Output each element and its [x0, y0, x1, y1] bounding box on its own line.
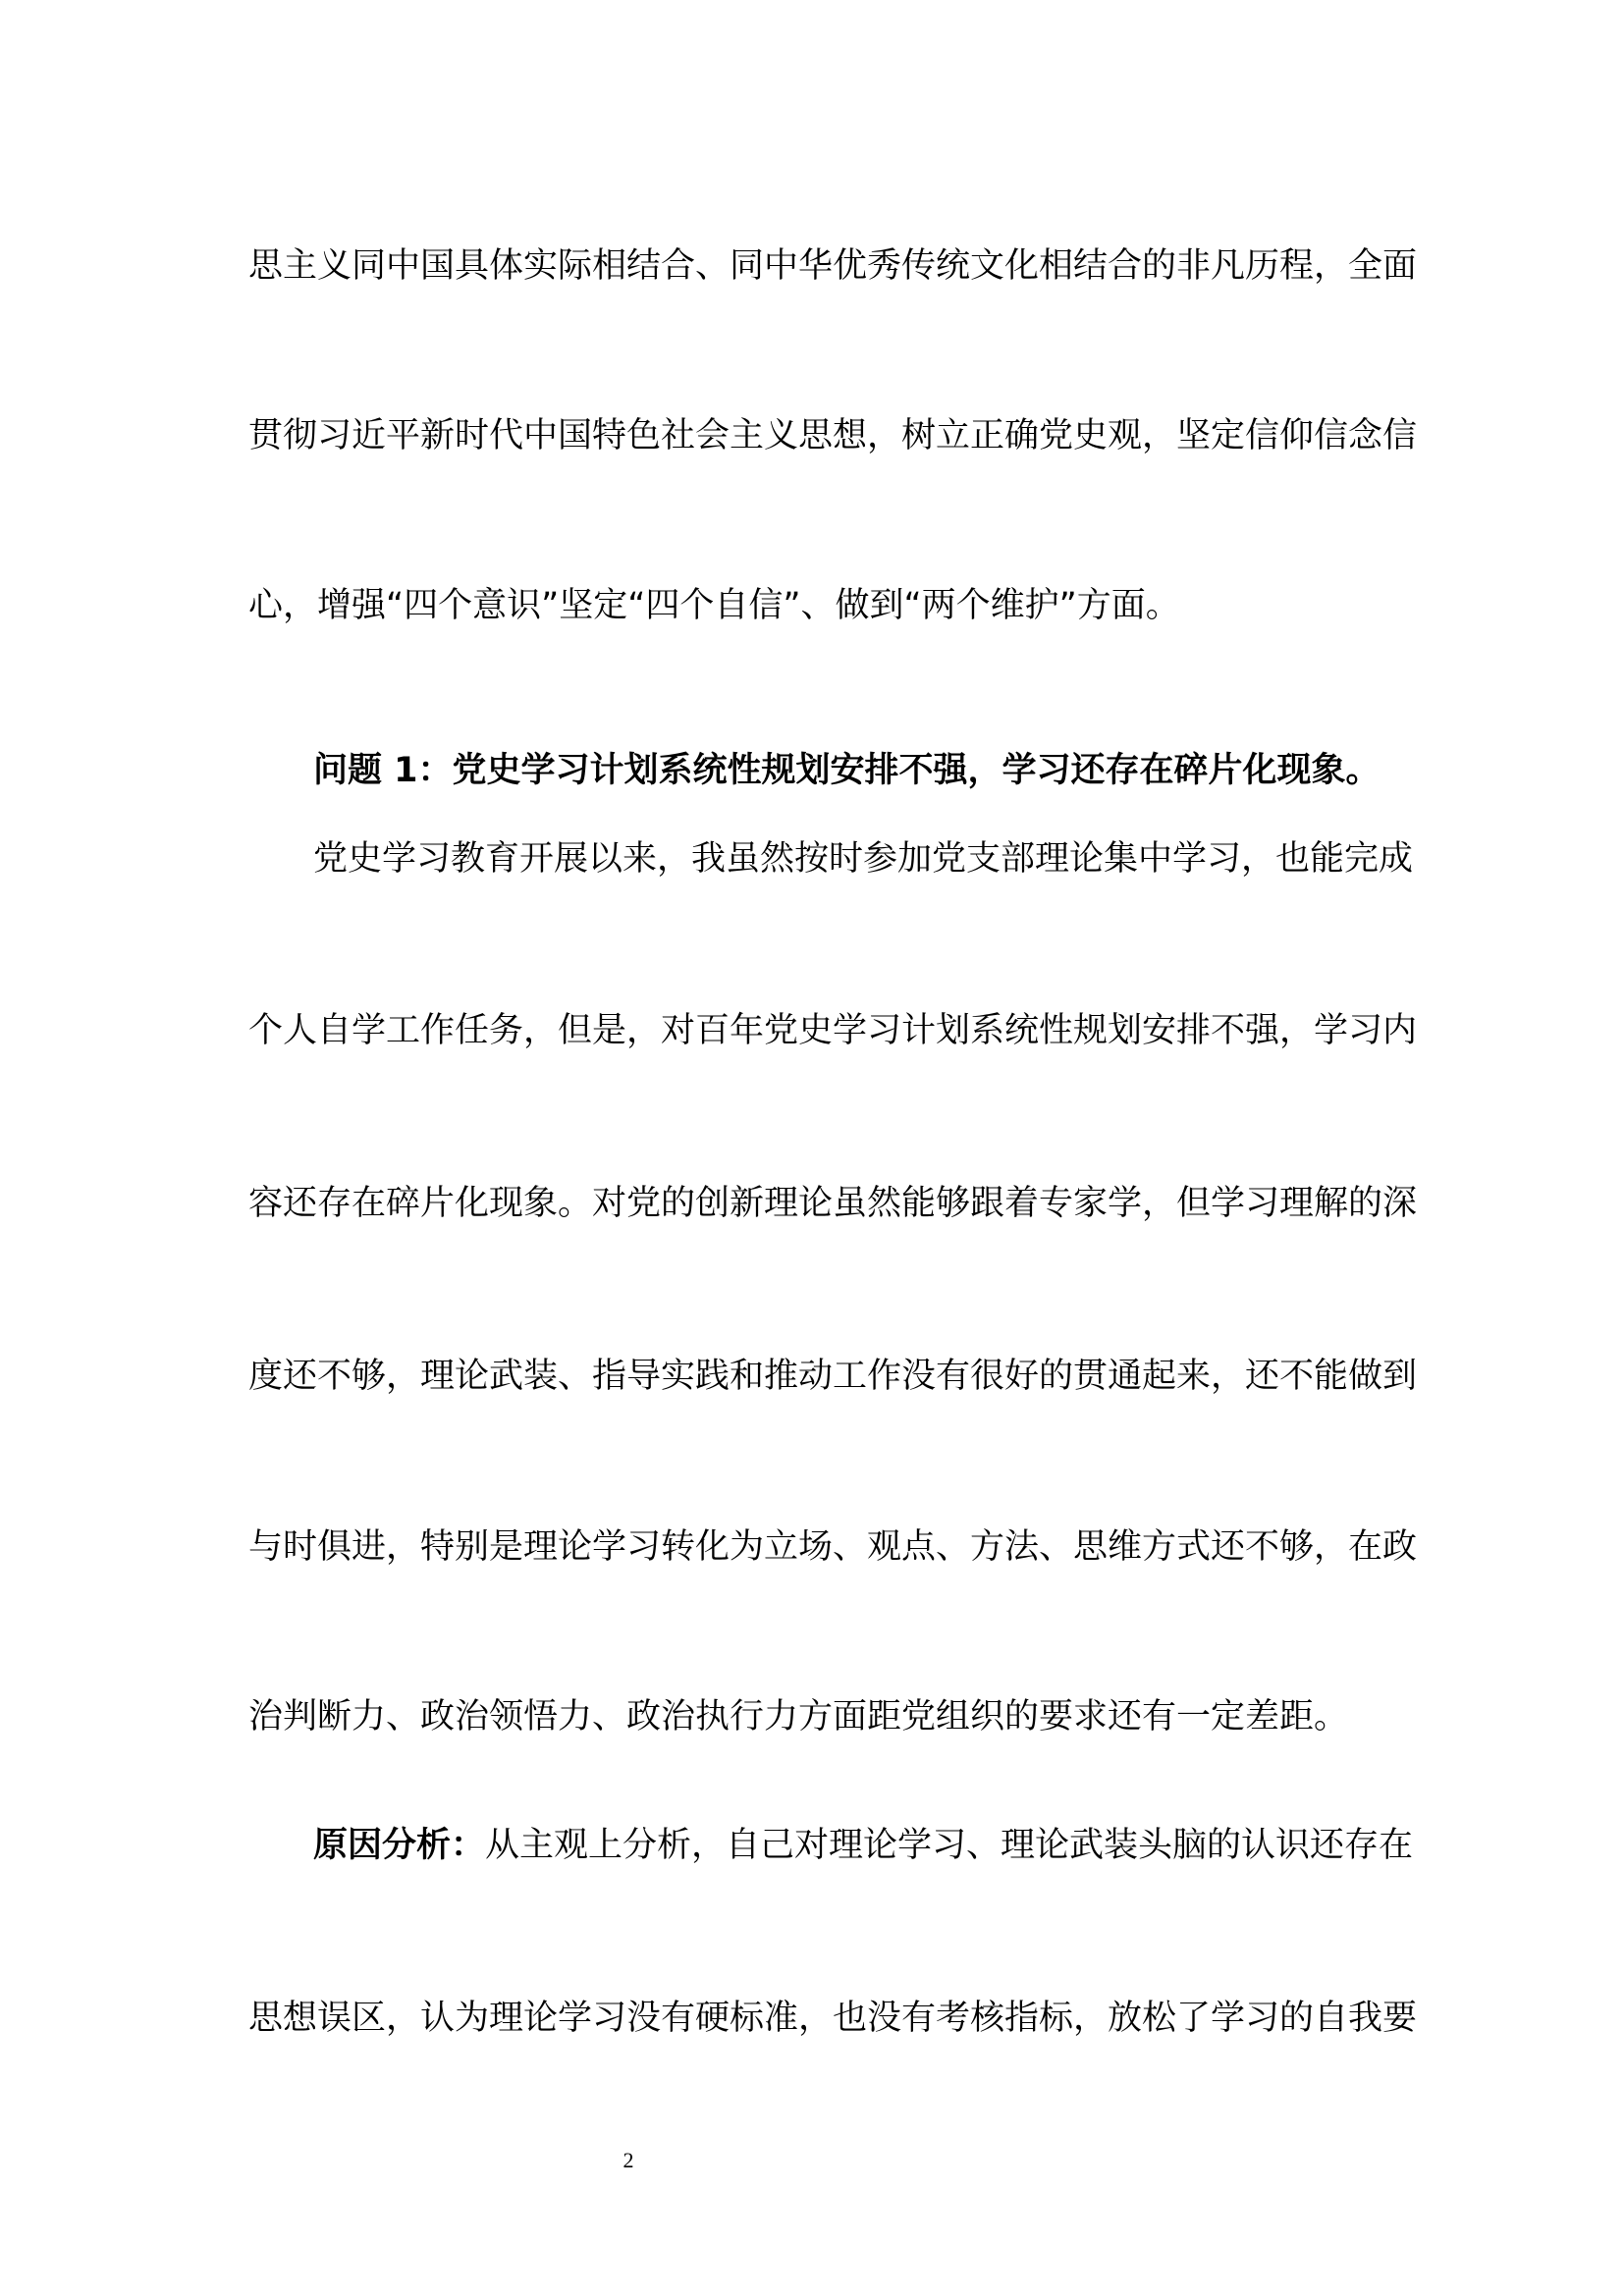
cause-analysis-label: 原因分析： — [313, 1826, 486, 1865]
paragraph-line: 心，增强“四个意识”坚定“四个自信”、做到“两个维护”方面。 — [248, 586, 1180, 625]
paragraph-line: 容还存在碎片化现象。对党的创新理论虽然能够跟着专家学，但学习理解的深 — [248, 1184, 1418, 1223]
problem-heading: 问题 1：党史学习计划系统性规划安排不强，学习还存在碎片化现象。 — [313, 751, 1380, 790]
cause-analysis-text: 从主观上分析，自己对理论学习、理论武装头脑的认识还存在 — [485, 1826, 1414, 1865]
paragraph-line: 度还不够，理论武装、指导实践和推动工作没有很好的贯通起来，还不能做到 — [248, 1357, 1418, 1396]
paragraph-line: 与时俱进，特别是理论学习转化为立场、观点、方法、思维方式还不够，在政 — [248, 1527, 1418, 1567]
paragraph-line: 治判断力、政治领悟力、政治执行力方面距党组织的要求还有一定差距。 — [248, 1697, 1349, 1736]
page-number: 2 — [623, 2148, 634, 2172]
cause-analysis-line — [313, 1821, 1414, 1870]
paragraph-line: 思想误区，认为理论学习没有硬标准，也没有考核指标，放松了学习的自我要 — [248, 1999, 1418, 2038]
paragraph-line: 个人自学工作任务，但是，对百年党史学习计划系统性规划安排不强，学习内 — [248, 1011, 1418, 1050]
paragraph-line: 贯彻习近平新时代中国特色社会主义思想，树立正确党史观，坚定信仰信念信 — [248, 416, 1418, 455]
paragraph-line: 思主义同中国具体实际相结合、同中华优秀传统文化相结合的非凡历程，全面 — [248, 246, 1418, 286]
paragraph-line: 党史学习教育开展以来，我虽然按时参加党支部理论集中学习，也能完成 — [313, 839, 1414, 879]
